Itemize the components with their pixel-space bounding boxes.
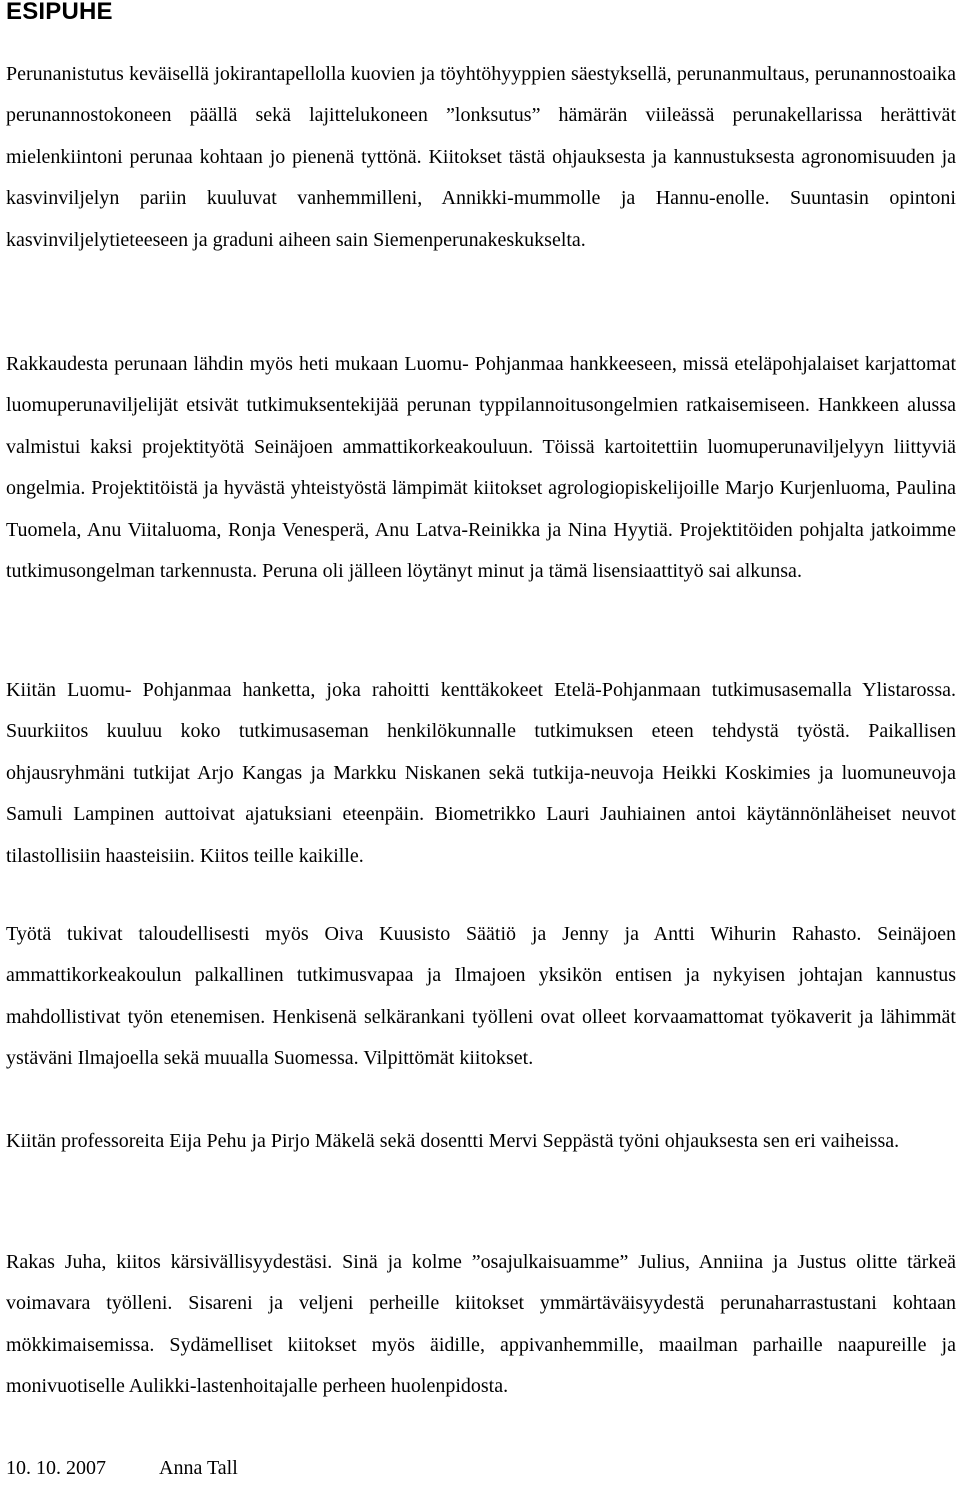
- page-title: ESIPUHE: [6, 0, 113, 25]
- paragraph-supervisors: Kiitän professoreita Eija Pehu ja Pirjo Mäkelä sekä dosentti Mervi Seppästä työni ohjauksesta sen eri vaiheissa.: [6, 1130, 900, 1152]
- signature-date: 10. 10. 2007: [6, 1457, 106, 1479]
- signature-name: Anna Tall: [159, 1457, 238, 1479]
- paragraph-project: Rakkaudesta perunaan lähdin myös heti mukaan Luomu- Pohjanmaa hankkeeseen, missä eteläpohjalaiset karjattomat luomuperunaviljelijät etsivät tutkimuksentekijää perunan typpilannoitusongelmien ratkaisemiseen. Hankkeen alussa valmistui kaksi projektityötä Seinäjoen ammattikorkeakouluun. Töissä kartoitettiin luomuperunaviljelyyn liittyviä ongelmia. Projektitöistä ja hyvästä yhteistyöstä lämpimät kiitokset agrologiopiskelijoille Marjo Kurjenluoma, Paulina Tuomela, Anu Viitaluoma, Ronja Venesperä, Anu Latva-Reinikka ja Nina Hyytiä. Projektitöiden pohjalta jatkoimme tutkimusongelman tarkennusta. Peruna oli jälleen löytänyt minut ja tämä lisensiaattityö sai alkunsa.: [6, 353, 956, 583]
- paragraph-funding: Työtä tukivat taloudellisesti myös Oiva Kuusisto Säätiö ja Jenny ja Antti Wihurin Rahasto. Seinäjoen ammattikorkeakoulun palkallinen tutkimusvapaa ja Ilmajoen yksikön entisen ja nykyisen johtajan kannustus mahdollistivat työn etenemisen. Henkisenä selkärankani työlleni ovat olleet korvaamattomat työkaverit ja lähimmät ystäväni Ilmajoella sekä muualla Suomessa. Vilpittömät kiitokset.: [6, 923, 956, 1070]
- signature-line: [6, 1449, 238, 1487]
- paragraph-research-station: Kiitän Luomu- Pohjanmaa hanketta, joka rahoitti kenttäkokeet Etelä-Pohjanmaan tutkimusasemalla Ylistarossa. Suurkiitos kuuluu koko tutkimusaseman henkilökunnalle tutkimuksen eteen tehdystä työstä. Paikallisen ohjausryhmäni tutkijat Arjo Kangas ja Markku Niskanen sekä tutkija-neuvoja Heikki Koskimies ja luomuneuvoja Samuli Lampinen auttoivat ajatuksiani eteenpäin. Biometrikko Lauri Jauhiainen antoi käytännönläheiset neuvot tilastollisiin haasteisiin. Kiitos teille kaikille.: [6, 679, 956, 867]
- paragraph-family: Rakas Juha, kiitos kärsivällisyydestäsi. Sinä ja kolme ”osajulkaisuamme” Julius, Anniina ja Justus olitte tärkeä voimavara työlleni. Sisareni ja veljeni perheille kiitokset ymmärtäväisyydestä perunaharrastustani kohtaan mökkimaisemissa. Sydämelliset kiitokset myös äidille, appivanhemmille, maailman parhaille naapureille ja monivuotiselle Aulikki-lastenhoitajalle perheen huolenpidosta.: [6, 1251, 956, 1398]
- paragraph-childhood: Perunanistutus keväisellä jokirantapellolla kuovien ja töyhtöhyyppien säestyksellä, perunanmultaus, perunannostoaika perunannostokoneen päällä sekä lajittelukoneen ”lonksutus” hämärän viileässä perunakellarissa herättivät mielenkiintoni perunaa kohtaan jo pienenä tyttönä. Kiitokset tästä ohjauksesta ja kannustuksesta agronomisuuden ja kasvinviljelyn pariin kuuluvat vanhemmilleni, Annikki-mummolle ja Hannu-enolle. Suuntasin opintoni kasvinviljelytieteeseen ja graduni aiheen sain Siemenperunakeskukselta.: [6, 63, 956, 251]
